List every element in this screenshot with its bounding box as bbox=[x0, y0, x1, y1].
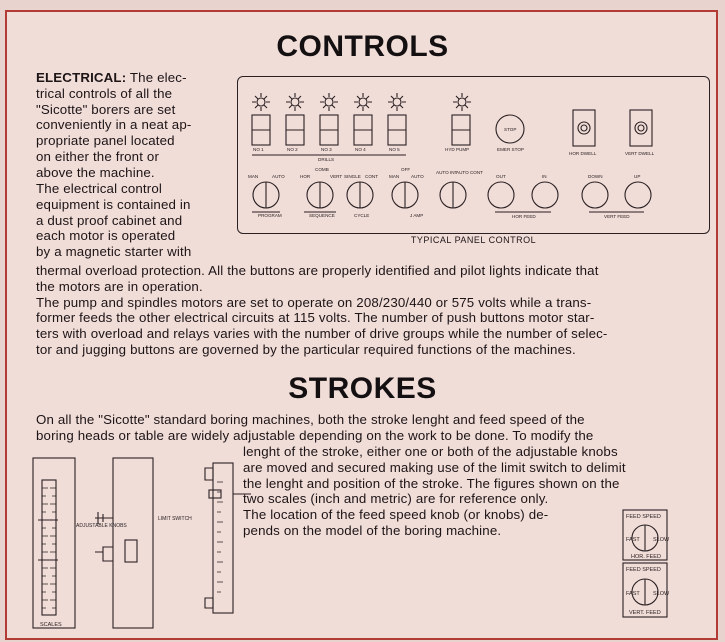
sequence-opt: VERT bbox=[330, 174, 343, 179]
strokes-body bbox=[243, 444, 626, 539]
pilot-light-icon bbox=[354, 93, 372, 111]
electrical-cont bbox=[36, 181, 191, 260]
program-opt: AUTO bbox=[272, 174, 285, 179]
vert-dwell-knob bbox=[630, 110, 652, 146]
program-label: PROGRAM bbox=[258, 213, 282, 218]
controls-title: CONTROLS bbox=[276, 30, 449, 63]
down-button bbox=[582, 182, 608, 208]
strokes-line: lenght of the stroke, either one or both of the adjustable knobs bbox=[243, 444, 618, 459]
feed-speed-label: FEED SPEED bbox=[626, 514, 661, 520]
body-line: The pump and spindles motors are set to operate on 208/230/440 or 575 volts while a trans- bbox=[36, 294, 592, 310]
pilot-light-icon bbox=[252, 93, 270, 111]
cycle-opt: CONT bbox=[365, 174, 379, 179]
strokes-line: are moved and secured making use of the limit switch to delimit bbox=[243, 459, 626, 475]
jamp-label: J AMP bbox=[410, 213, 424, 218]
electrical-intro bbox=[36, 70, 191, 181]
electrical-body bbox=[36, 263, 608, 358]
drill-label: NO 4 bbox=[355, 147, 366, 152]
body-line: former feeds the other electrical circuits at 115 volts. The number of push buttons motor star- bbox=[36, 310, 595, 326]
body-line: tor and jugging buttons are governed by the particular required functions of the machines. bbox=[36, 341, 576, 357]
hor-feed-label: HOR. FEED bbox=[631, 554, 661, 560]
fast-label: FAST bbox=[626, 591, 640, 597]
fast-label: FAST bbox=[626, 537, 640, 543]
hyd-pump-label: HYD PUMP bbox=[445, 147, 470, 152]
pilot-light-icon bbox=[286, 93, 304, 111]
intro-line: The elec- bbox=[126, 70, 187, 85]
vert-dwell-label: VERT DWELL bbox=[625, 151, 655, 156]
down-label: DOWN bbox=[588, 174, 603, 179]
drill-label: NO 2 bbox=[287, 147, 298, 152]
strokes-line: On all the "Sicotte" standard boring machines, both the stroke lenght and feed speed of the bbox=[36, 412, 585, 427]
auto-opt: AUTO CONT bbox=[456, 170, 483, 175]
scales-label: SCALES bbox=[40, 622, 62, 628]
body-line: ters with overload and relays varies with the number of drive groups while the number of selec- bbox=[36, 326, 608, 342]
cycle-label: CYCLE bbox=[354, 213, 370, 218]
intro-line: trical controls of all the bbox=[36, 85, 173, 101]
vert-feed-label: VERT FEED bbox=[604, 214, 630, 219]
intro-line: by a magnetic starter with bbox=[36, 244, 192, 260]
pilot-light-icon bbox=[320, 93, 338, 111]
vert-feed-label: VERT. FEED bbox=[629, 610, 661, 616]
slow-label: SLOW bbox=[653, 537, 670, 543]
emer-stop-label: EMER STOP bbox=[497, 147, 524, 152]
feed-speed-label: FEED SPEED bbox=[626, 567, 661, 573]
up-button bbox=[625, 182, 651, 208]
program-opt: MAN bbox=[248, 174, 259, 179]
drill-label: NO 3 bbox=[321, 147, 332, 152]
drill-label: NO 1 bbox=[253, 147, 264, 152]
body-line: the motors are in operation. bbox=[36, 278, 203, 294]
pilot-light-icon bbox=[388, 93, 406, 111]
jamp-opt: AUTO bbox=[411, 174, 424, 179]
typical-panel-control bbox=[237, 76, 710, 234]
intro-line: on either the front or bbox=[36, 148, 160, 164]
cycle-opt: SINGLE bbox=[344, 174, 361, 179]
hor-dwell-label: HOR DWELL bbox=[569, 151, 597, 156]
electrical-lead: ELECTRICAL: bbox=[36, 70, 127, 85]
strokes-line: The location of the feed speed knob (or knobs) de- bbox=[243, 507, 549, 523]
auto-opt: AUTO INT bbox=[436, 170, 458, 175]
intro-line: equipment is contained in bbox=[36, 196, 191, 212]
strokes-intro bbox=[36, 412, 593, 444]
out-label: OUT bbox=[496, 174, 506, 179]
jamp-opt: OFF bbox=[401, 167, 411, 172]
out-button bbox=[488, 182, 514, 208]
sequence-opt: COMB bbox=[315, 167, 329, 172]
strokes-line: boring heads or table are widely adjustable depending on the work to be done. To modify the bbox=[36, 427, 594, 443]
intro-line: each motor is operated bbox=[36, 228, 176, 244]
intro-line: "Sicotte" borers are set bbox=[36, 101, 176, 117]
strokes-line: two scales (inch and metric) are for reference only. bbox=[243, 491, 549, 507]
in-label: IN bbox=[542, 174, 547, 179]
adjustable-knobs-label: ADJUSTABLE KNOBS bbox=[76, 523, 127, 529]
sequence-opt: HOR bbox=[300, 174, 311, 179]
panel-drawing bbox=[238, 77, 708, 232]
in-button bbox=[532, 182, 558, 208]
jamp-opt: MAN bbox=[389, 174, 400, 179]
intro-line: above the machine. bbox=[36, 164, 155, 180]
intro-line: conveniently in a neat ap- bbox=[36, 117, 192, 133]
strokes-line: pends on the model of the boring machine. bbox=[243, 522, 502, 538]
stop-label: STOP bbox=[504, 127, 517, 132]
intro-line: The electrical control bbox=[36, 181, 162, 196]
sequence-label: SEQUENCE bbox=[309, 213, 335, 218]
strokes-title: STROKES bbox=[288, 372, 437, 405]
body-line: thermal overload protection. All the buttons are properly identified and pilot lights indicate that bbox=[36, 263, 599, 278]
drills-label: DRILLS bbox=[318, 157, 335, 162]
up-label: UP bbox=[634, 174, 641, 179]
intro-line: a dust proof cabinet and bbox=[36, 212, 183, 228]
intro-line: propriate panel located bbox=[36, 133, 175, 149]
hor-feed-label: HOR FEED bbox=[512, 214, 536, 219]
panel-caption: TYPICAL PANEL CONTROL bbox=[410, 235, 537, 245]
slow-label: SLOW bbox=[653, 591, 670, 597]
drill-label: NO 5 bbox=[389, 147, 400, 152]
hor-dwell-knob bbox=[573, 110, 595, 146]
limit-switch-label: LIMIT SWITCH bbox=[158, 516, 192, 522]
strokes-line: the lenght and position of the stroke. The figures shown on the bbox=[243, 475, 620, 491]
pilot-light-icon bbox=[453, 93, 471, 111]
